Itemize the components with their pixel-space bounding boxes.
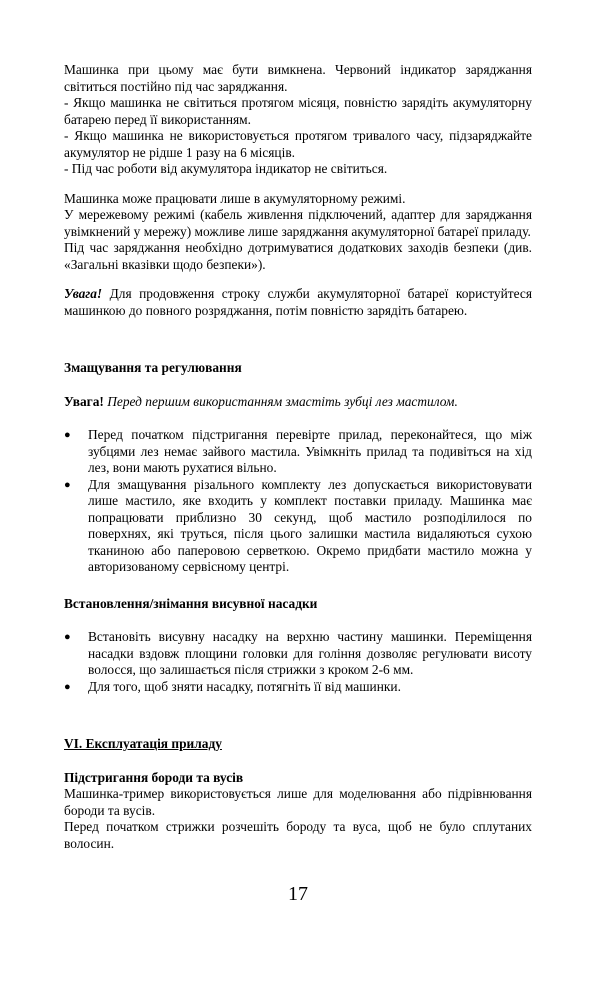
- bullet-list-attachment: [64, 629, 532, 695]
- list-item-text: Для змащування різального комплекту лез допускається використовувати лише мастило, яке входить у комплект поставки приладу. Машинка має попрацювати приблизно 30 секунд, щоб мастило розподілилося по поверхнях, які труться, після цього залишки мастила видаляються сухою тканиною або паперовою серветкою. Окремо придбати мастило можна у авторизованому сервісному центрі.: [88, 476, 532, 574]
- warning-label: Увага!: [64, 393, 104, 409]
- list-item: [64, 477, 532, 576]
- note-paragraph: [64, 286, 532, 319]
- paragraph: Машинка-тример використовується лише для моделювання або підрівнювання бороди та вусів.: [64, 786, 532, 818]
- warning-paragraph: [64, 394, 532, 411]
- bullet-icon: ●: [64, 680, 71, 693]
- paragraph: - Якщо машинка не світиться протягом місяця, повністю зарядіть акумуляторну батарею перед її використанням.: [64, 95, 532, 127]
- paragraph: Перед початком стрижки розчешіть бороду та вуса, щоб не було сплутаних волосин.: [64, 819, 532, 851]
- page-number: 17: [288, 883, 308, 905]
- list-item: [64, 679, 532, 696]
- bullet-icon: ●: [64, 631, 71, 643]
- note-text: Для продовження строку служби акумуляторної батареї користуйтеся машинкою до повного розряджання, потім повністю зарядіть батарею.: [64, 286, 532, 318]
- subsection-heading: Підстригання бороди та вусів: [64, 769, 244, 785]
- paragraph: - Якщо машинка не використовується протягом тривалого часу, підзаряджайте акумулятор не рідше 1 разу на 6 місяців.: [64, 128, 532, 160]
- bullet-list-lubrication: [64, 427, 532, 576]
- list-item-text: Для того, щоб зняти насадку, потягніть її від машинки.: [88, 678, 401, 694]
- document-page: [64, 62, 532, 852]
- bullet-icon: ●: [64, 478, 71, 491]
- list-item: [64, 629, 532, 679]
- chapter-heading: VI. Експлуатація приладу: [64, 736, 222, 751]
- list-item: [64, 427, 532, 477]
- list-item-text: Встановіть висувну насадку на верхню частину машинки. Переміщення насадки вздовж площини головки для гоління дозволяє регулювати висоту волосся, що залишається після стрижки з кроком 2-6 мм.: [88, 629, 532, 677]
- bullet-icon: ●: [64, 429, 71, 441]
- paragraph: Під час заряджання необхідно дотримуватися додаткових заходів безпеки (див. «Загальні вказівки щодо безпеки»).: [64, 240, 532, 272]
- paragraph: Машинка може працювати лише в акумуляторному режимі.: [64, 190, 406, 206]
- section-heading-attachment: Встановлення/знімання висувної насадки: [64, 595, 318, 611]
- warning-text: Перед першим використанням змастіть зубці лез мастилом.: [103, 393, 458, 409]
- paragraph: - Під час роботи від акумулятора індикатор не світиться.: [64, 161, 388, 176]
- note-label: Увага!: [64, 286, 103, 301]
- list-item-text: Перед початком підстригання перевірте прилад, переконайтеся, що між зубцями лез немає зайвого мастила. Увімкніть прилад та подивіться на хід лез, вони мають рухатися вільно.: [88, 427, 532, 475]
- paragraph: Машинка при цьому має бути вимкнена. Червоний індикатор заряджання світиться постійно під час заряджання.: [64, 62, 532, 94]
- section-heading-lubrication: Змащування та регулювання: [64, 360, 242, 375]
- paragraph: У мережевому режимі (кабель живлення підключений, адаптер для заряджання увімкнений у мережу) можливе лише заряджання акумуляторної батареї приладу.: [64, 207, 532, 239]
